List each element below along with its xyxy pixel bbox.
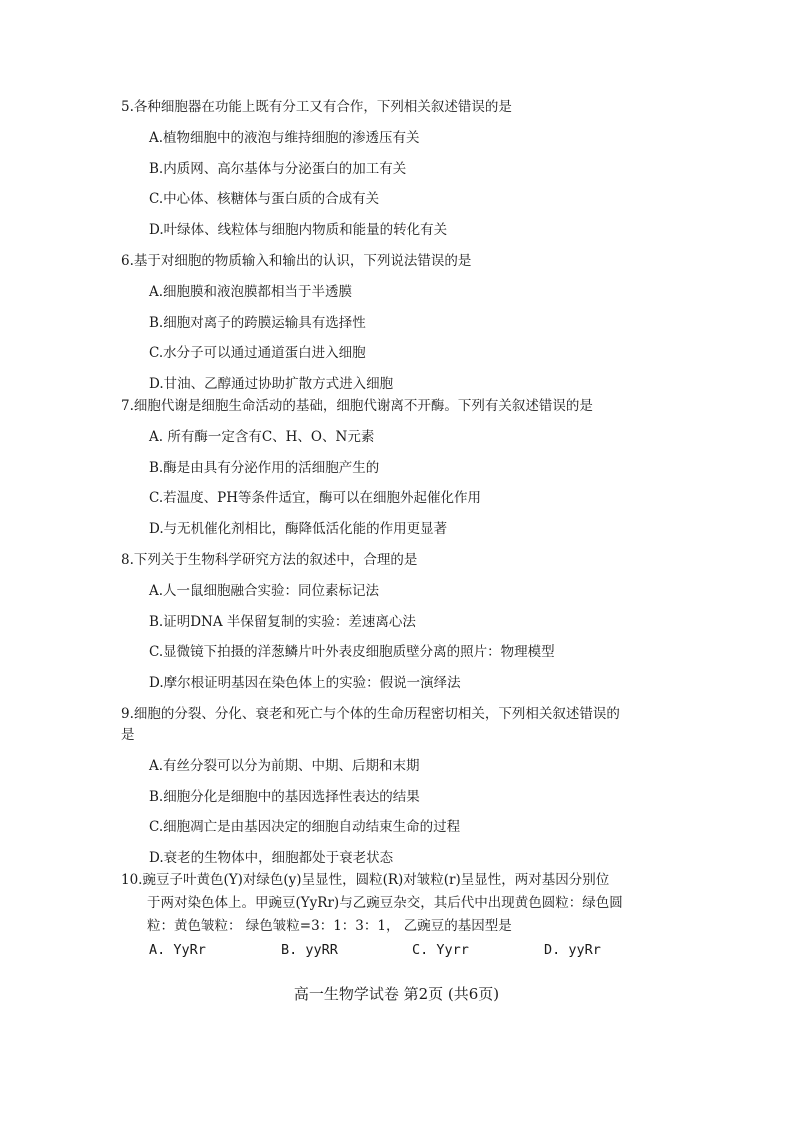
page-footer: 高一生物学试卷 第2页 (共6页): [293, 985, 500, 1003]
question-6-option-d: D.甘油、乙醇通过协助扩散方式进入细胞: [149, 376, 394, 392]
question-6-stem: 6.基于对细胞的物质输入和输出的认识，下列说法错误的是: [121, 253, 472, 269]
question-6-option-a: A.细胞膜和液泡膜都相当于半透膜: [149, 284, 353, 300]
question-10-stem-line-2: 于两对染色体上。甲豌豆(YyRr)与乙豌豆杂交，其后代中出现黄色圆粒：绿色圆: [147, 895, 623, 911]
question-8-option-b: B.证明DNA 半保留复制的实验：差速离心法: [149, 614, 416, 630]
question-9-stem-continued: 是: [121, 727, 135, 743]
question-9-option-a: A.有丝分裂可以分为前期、中期、后期和末期: [149, 758, 420, 774]
question-9-option-b: B.细胞分化是细胞中的基因选择性表达的结果: [149, 789, 420, 805]
question-5-stem: 5.各种细胞器在功能上既有分工又有合作，下列相关叙述错误的是: [121, 99, 512, 115]
question-5-option-d: D.叶绿体、线粒体与细胞内物质和能量的转化有关: [149, 222, 448, 238]
question-8-option-c: C.显微镜下拍摄的洋葱鳞片叶外表皮细胞质壁分离的照片：物理模型: [149, 644, 555, 660]
question-7-stem: 7.细胞代谢是细胞生命活动的基础，细胞代谢离不开酶。下列有关叙述错误的是: [121, 398, 593, 414]
question-7-option-b: B.酶是由具有分泌作用的活细胞产生的: [149, 460, 380, 476]
question-6-option-c: C.水分子可以通过通道蛋白进入细胞: [149, 345, 366, 361]
question-7-option-c: C.若温度、PH等条件适宜，酶可以在细胞外起催化作用: [149, 490, 481, 506]
question-7-option-a: A. 所有酶一定含有C、H、O、N元素: [149, 429, 375, 445]
question-8-stem: 8.下列关于生物科学研究方法的叙述中，合理的是: [121, 552, 418, 568]
question-7-option-d: D.与无机催化剂相比，酶降低活化能的作用更显著: [149, 521, 448, 537]
question-10-stem-line-3: 粒：黄色皱粒： 绿色皱粒=3：1：3：1， 乙豌豆的基因型是: [147, 918, 512, 934]
question-5-option-c: C.中心体、核糖体与蛋白质的合成有关: [149, 191, 380, 207]
question-10-option-b: B. yyRR: [281, 942, 338, 958]
question-10-option-c: C. Yyrr: [412, 942, 469, 958]
question-5-option-a: A.植物细胞中的液泡与维持细胞的渗透压有关: [149, 130, 420, 146]
question-10-option-a: A. YyRr: [149, 942, 206, 958]
question-9-option-d: D.衰老的生物体中，细胞都处于衰老状态: [149, 850, 394, 866]
question-10-option-d: D. yyRr: [544, 942, 601, 958]
question-9-option-c: C.细胞凋亡是由基因决定的细胞自动结束生命的过程: [149, 819, 461, 835]
question-9-stem: 9.细胞的分裂、分化、衰老和死亡与个体的生命历程密切相关，下列相关叙述错误的: [121, 706, 620, 722]
question-6-option-b: B.细胞对离子的跨膜运输具有选择性: [149, 315, 366, 331]
question-10-stem: 10.豌豆子叶黄色(Y)对绿色(y)呈显性，圆粒(R)对皱粒(r)呈显性，两对基因分别位: [121, 872, 610, 888]
question-8-option-d: D.摩尔根证明基因在染色体上的实验：假说一演绎法: [149, 675, 461, 691]
question-5-option-b: B.内质网、高尔基体与分泌蛋白的加工有关: [149, 161, 407, 177]
question-8-option-a: A.人一鼠细胞融合实验：同位素标记法: [149, 583, 380, 599]
